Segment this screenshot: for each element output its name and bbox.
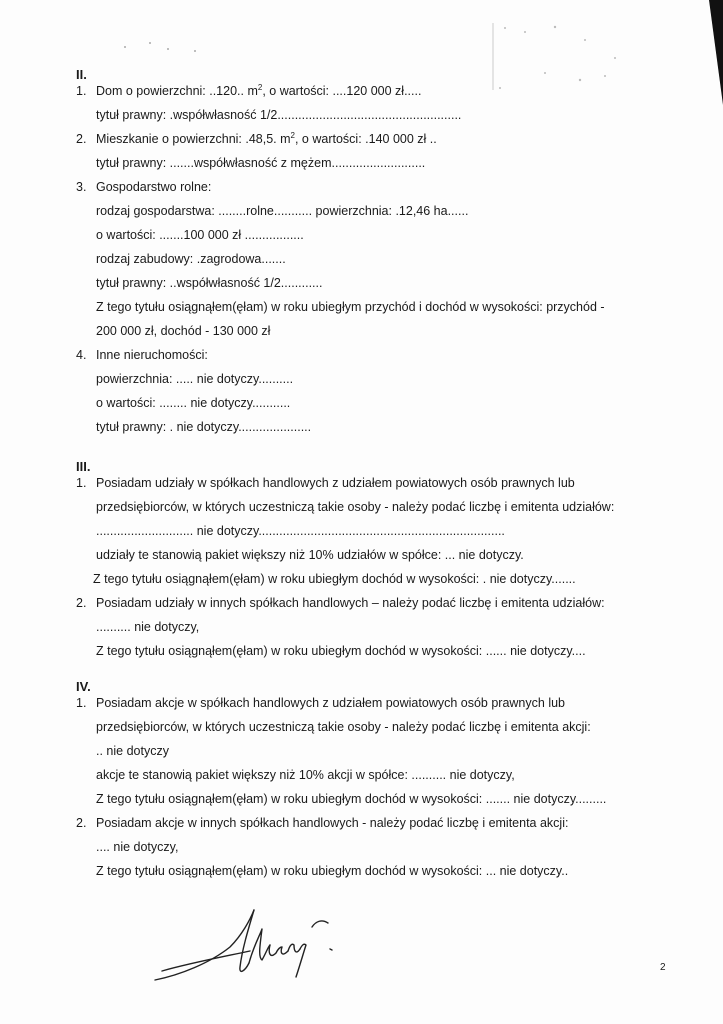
scan-edge-shadow	[701, 0, 723, 110]
shares-county-line-1: Posiadam udziały w spółkach handlowych z udziałem powiatowych osób prawnych lub	[96, 476, 575, 490]
house-legal-title: tytuł prawny: .współwłasność 1/2.....................................................	[96, 108, 462, 122]
item-number: 1.	[76, 696, 87, 710]
page-number: 2	[660, 962, 666, 973]
item-number: 4.	[76, 348, 87, 362]
shares-other-income: Z tego tytułu osiągnąłem(ęłam) w roku ubiegłym dochód w wysokości: ...... nie dotyczy....	[96, 644, 586, 658]
stock-county-line-2: przedsiębiorców, w których uczestniczą takie osoby - należy podać liczbę i emitenta akcji:	[96, 720, 591, 734]
item-number: 1.	[76, 476, 87, 490]
shares-other-answer: .......... nie dotyczy,	[96, 620, 200, 634]
stock-county-answer: .. nie dotyczy	[96, 744, 169, 758]
item-number: 3.	[76, 180, 87, 194]
item-number: 2.	[76, 816, 87, 830]
item-number: 2.	[76, 596, 87, 610]
shares-other-line: Posiadam udziały w innych spółkach handlowych – należy podać liczbę i emitenta udziałów:	[96, 596, 605, 610]
faint-stamp-mark	[485, 18, 645, 98]
farm-type-area: rodzaj gospodarstwa: ........rolne........... powierzchnia: .12,46 ha......	[96, 204, 469, 218]
farm-value: o wartości: .......100 000 zł .................	[96, 228, 304, 242]
house-value-text: , o wartości: ....120 000 zł.....	[262, 84, 422, 98]
stock-county-line-1: Posiadam akcje w spółkach handlowych z udziałem powiatowych osób prawnych lub	[96, 696, 565, 710]
faint-scan-dots	[120, 35, 210, 57]
other-property-title: tytuł prawny: . nie dotyczy.....................	[96, 420, 312, 434]
shares-county-answer: ............................ nie dotyczy.......................................................................	[96, 524, 505, 538]
stock-other-income: Z tego tytułu osiągnąłem(ęłam) w roku ubiegłym dochód w wysokości: ... nie dotyczy..	[96, 864, 569, 878]
stock-county-income: Z tego tytułu osiągnąłem(ęłam) w roku ubiegłym dochód w wysokości: ....... nie dotyczy.........	[96, 792, 607, 806]
item-number: 2.	[76, 132, 87, 146]
apartment-legal-title: tytuł prawny: .......współwłasność z mężem...........................	[96, 156, 426, 170]
shares-county-line-2: przedsiębiorców, w których uczestniczą takie osoby - należy podać liczbę i emitenta udziałów:	[96, 500, 615, 514]
superscript: 2	[257, 83, 263, 92]
shares-packet-line: udziały te stanowią pakiet większy niż 10% udziałów w spółce: ... nie dotyczy.	[96, 548, 524, 562]
section-heading-iv: IV.	[76, 679, 91, 694]
section-heading-iii: III.	[76, 459, 91, 474]
stock-packet-line: akcje te stanowią pakiet większy niż 10% akcji w spółce: .......... nie dotyczy,	[96, 768, 515, 782]
other-property-area: powierzchnia: ..... nie dotyczy..........	[96, 372, 294, 386]
section-heading-ii: II.	[76, 67, 87, 82]
item-number: 1.	[76, 84, 87, 98]
farm-heading: Gospodarstwo rolne:	[96, 180, 212, 194]
house-area-value-line	[96, 83, 421, 99]
other-property-value: o wartości: ........ nie dotyczy...........	[96, 396, 291, 410]
apartment-area-text: Mieszkanie o powierzchni: .48,5. m	[96, 132, 291, 146]
farm-income-amounts: 200 000 zł, dochód - 130 000 zł	[96, 324, 271, 338]
superscript: 2	[290, 131, 295, 140]
farm-income-line: Z tego tytułu osiągnąłem(ęłam) w roku ubiegłym przychód i dochód w wysokości: przychód -	[96, 300, 605, 314]
handwritten-signature	[150, 905, 350, 990]
apartment-area-value-line	[96, 131, 437, 147]
stock-other-line: Posiadam akcje w innych spółkach handlowych - należy podać liczbę i emitenta akcji:	[96, 816, 569, 830]
farm-legal-title: tytuł prawny: ..współwłasność 1/2............	[96, 276, 323, 290]
house-area-text: Dom o powierzchni: ..120.. m	[96, 84, 258, 98]
apartment-value-text: , o wartości: .140 000 zł ..	[294, 132, 437, 146]
stock-other-answer: .... nie dotyczy,	[96, 840, 179, 854]
farm-buildings: rodzaj zabudowy: .zagrodowa.......	[96, 252, 286, 266]
other-property-heading: Inne nieruchomości:	[96, 348, 208, 362]
shares-county-income: Z tego tytułu osiągnąłem(ęłam) w roku ubiegłym dochód w wysokości: . nie dotyczy.......	[93, 572, 576, 586]
